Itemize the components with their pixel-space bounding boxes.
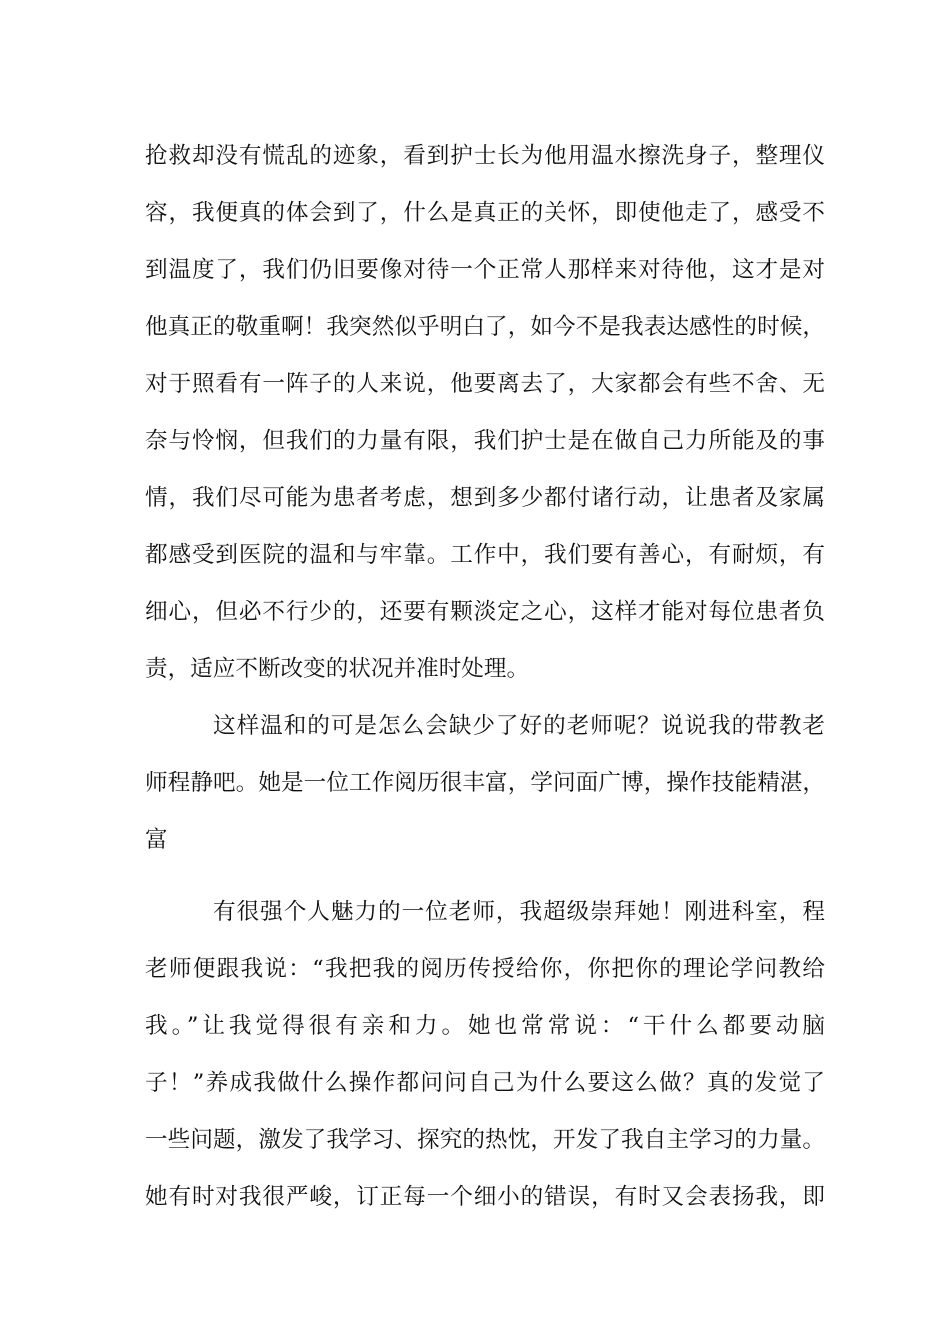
paragraph-1 xyxy=(145,128,825,698)
paragraph-3 xyxy=(145,884,825,1226)
text-line: 一些问题，激发了我学习、探究的热忱，开发了我自主学习的力量。 xyxy=(145,1127,825,1153)
text-line: 容，我便真的体会到了，什么是真正的关怀，即使他走了，感受不 xyxy=(145,200,825,226)
text-line: 我。”让我觉得很有亲和力。她也常常说：“干什么都要动脑 xyxy=(145,1013,825,1039)
paragraph-gap xyxy=(145,869,825,884)
text-line: 到温度了，我们仍旧要像对待一个正常人那样来对待他，这才是对 xyxy=(145,257,825,283)
text-line: 细心，但必不行少的，还要有颗淡定之心，这样才能对每位患者负 xyxy=(145,599,825,625)
text-line: 老师便跟我说：“我把我的阅历传授给你，你把你的理论学问教给 xyxy=(145,956,825,982)
document-body xyxy=(145,128,825,1226)
text-line: 子！”养成我做什么操作都问问自己为什么要这么做？真的发觉了 xyxy=(145,1070,825,1096)
text-line: 抢救却没有慌乱的迹象，看到护士长为他用温水擦洗身子，整理仪 xyxy=(145,143,825,169)
text-line: 情，我们尽可能为患者考虑，想到多少都付诸行动，让患者及家属 xyxy=(145,485,825,511)
text-line: 这样温和的可是怎么会缺少了好的老师呢？说说我的带教老 xyxy=(213,713,825,739)
paragraph-2 xyxy=(145,698,825,869)
text-line: 责，适应不断改变的状况并准时处理。 xyxy=(145,656,530,682)
text-line: 奈与怜悯，但我们的力量有限，我们护士是在做自己力所能及的事 xyxy=(145,428,825,454)
text-line: 都感受到医院的温和与牢靠。工作中，我们要有善心，有耐烦，有 xyxy=(145,542,825,568)
text-line: 富 xyxy=(145,827,168,853)
text-line: 师程静吧。她是一位工作阅历很丰富，学问面广博，操作技能精湛， xyxy=(145,770,825,796)
text-line: 对于照看有一阵子的人来说，他要离去了，大家都会有些不舍、无 xyxy=(145,371,825,397)
text-line: 她有时对我很严峻，订正每一个细小的错误，有时又会表扬我，即 xyxy=(145,1184,825,1210)
text-line: 他真正的敬重啊！我突然似乎明白了，如今不是我表达感性的时候， xyxy=(145,314,825,340)
text-line: 有很强个人魅力的一位老师，我超级崇拜她！刚进科室，程 xyxy=(213,899,825,925)
